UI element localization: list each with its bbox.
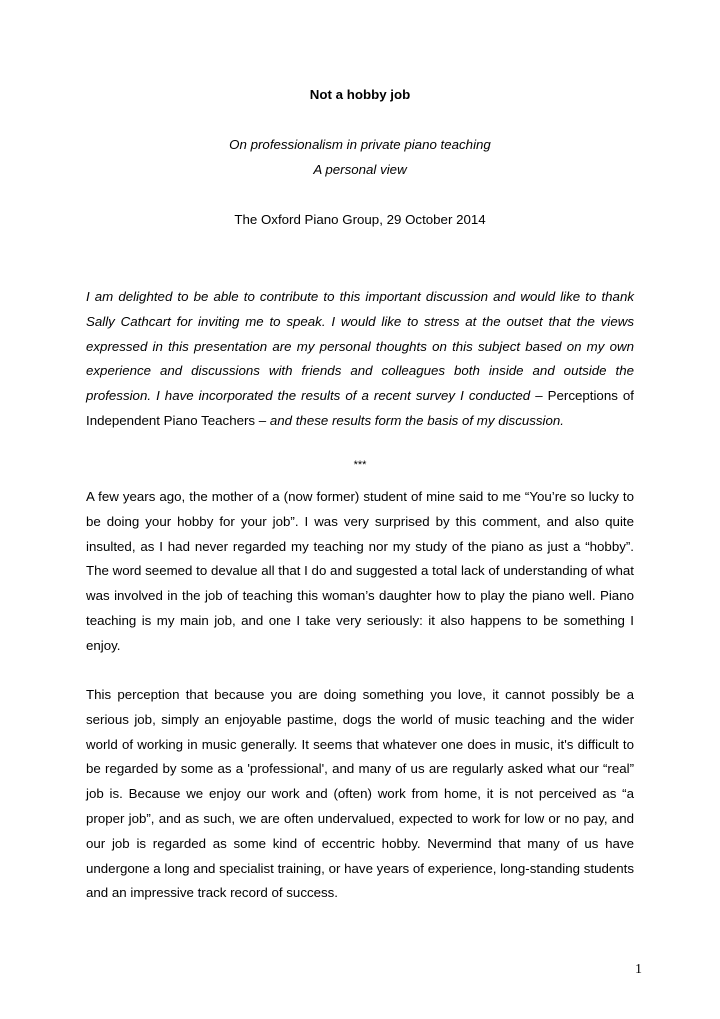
body-paragraph-2: This perception that because you are doing something you love, it cannot possibly be a serious job, simply an enjoyable pastime, dogs the world of music teaching and the wider world of working in music generally. It seems that whatever one does in music, it's difficult to be regarded by some as a 'professional', and many of us are regularly asked what our “real” job is. Because we enjoy our work and (often) work from home, it is not perceived as “a proper job”, and as such, we are often undervalued, expected to work for low or no pay, and our job is regarded as some kind of eccentric hobby. Nevermind that many of us have undergone a long and specialist training, or have years of experience, long-standing students and an impressive track record of success. [86,687,634,901]
page-number: 1 [635,962,642,977]
intro-text-part1: I am delighted to be able to contribute to this important discussion and would like to thank Sally Cathcart for inviting me to speak. I would like to stress at the outset that the views expressed in this presentation are my personal thoughts on this subject based on my own experience and discussions with friends and colleagues both inside and outside the profession. I have incorporated the results of a recent survey I conducted [86,289,634,404]
subtitle-line-1: On professionalism in private piano teaching [229,137,491,152]
section-separator: *** [353,459,367,471]
intro-text-part2: and these results form the basis of my discussion. [269,412,564,428]
intro-paragraph [86,285,634,434]
body-paragraph-1: A few years ago, the mother of a (now former) student of mine said to me “You’re so lucky to be doing your hobby for your job”. I was very surprised by this comment, and also quite insulted, as I had never regarded my teaching nor my study of the piano as just a “hobby”. The word seemed to devalue all that I do and suggested a total lack of understanding of what was involved in the job of teaching this woman’s daughter how to play the piano well. Piano teaching is my main job, and one I take very seriously: it also happens to be something I enjoy. [86,489,634,653]
document-title: Not a hobby job [309,87,411,102]
event-line: The Oxford Piano Group, 29 October 2014 [234,212,486,227]
subtitle-line-2: A personal view [313,162,407,177]
survey-title: – Perceptions of Independent Piano Teachers – [86,388,634,428]
